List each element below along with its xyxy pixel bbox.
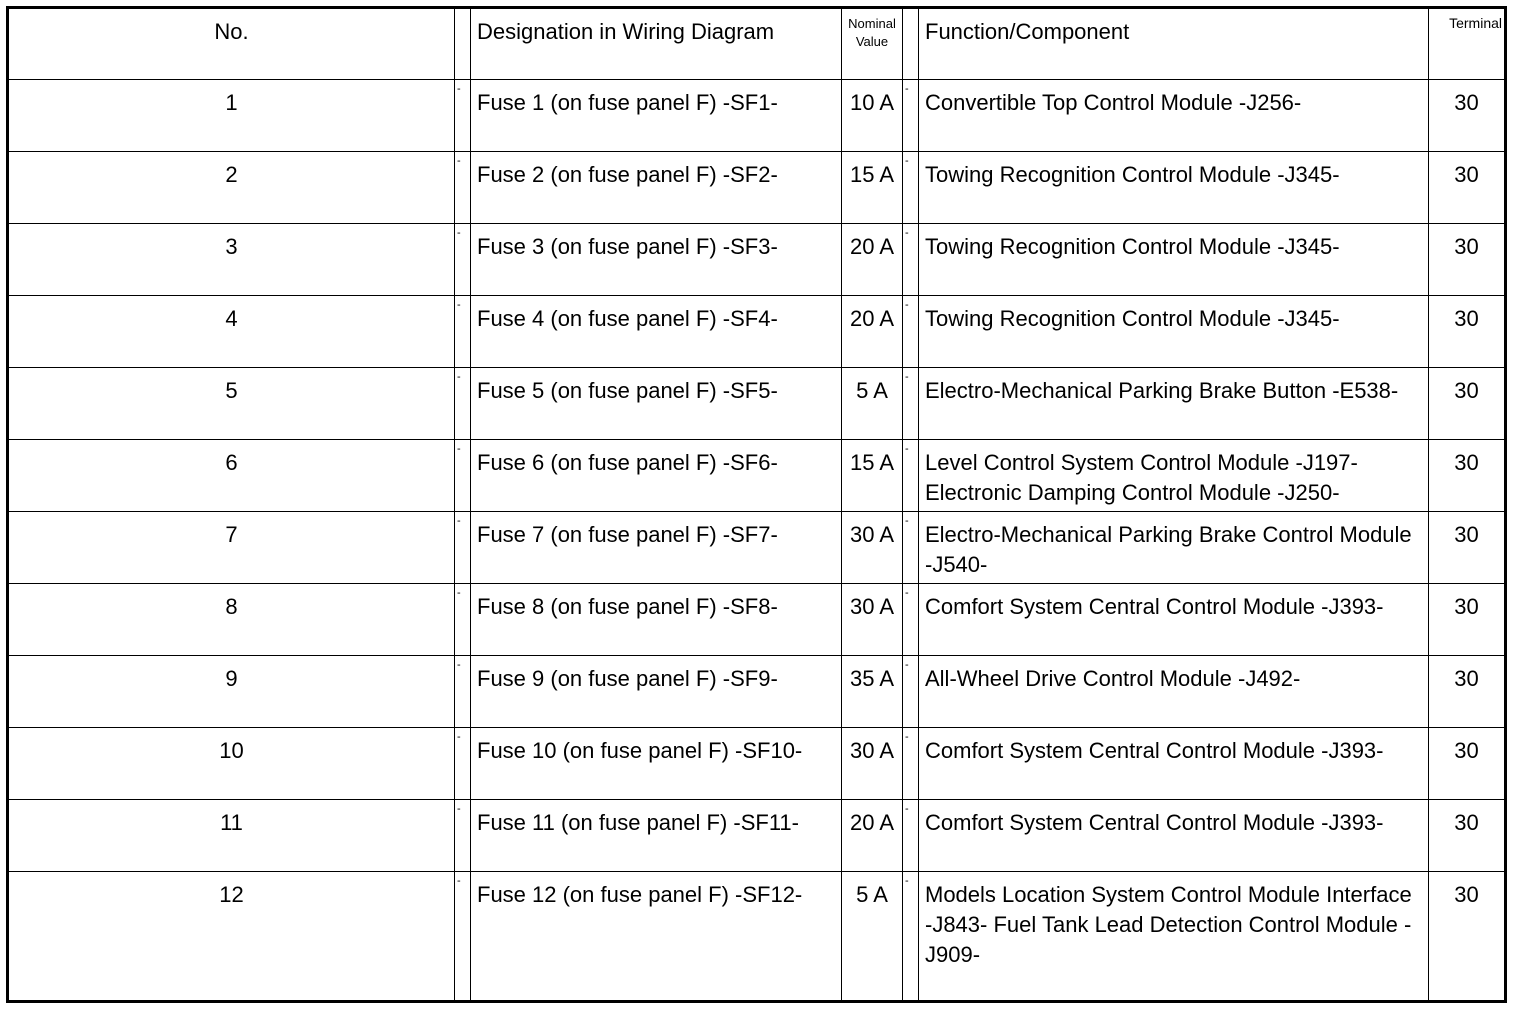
- spacer-mark: -: [905, 659, 909, 671]
- cell-terminal-text: 30: [1454, 882, 1479, 907]
- cell-no: [8, 656, 455, 728]
- cell-function: [919, 296, 1429, 368]
- cell-no: [8, 800, 455, 872]
- cell-terminal-text: 30: [1454, 234, 1479, 259]
- cell-nominal-value-text: 30 A: [849, 522, 895, 547]
- cell-nominal-value-text: 20 A: [849, 234, 895, 259]
- cell-function-text: Models Location System Control Module Interface -J843- Fuel Tank Lead Detection Control Module -J909-: [925, 882, 1412, 967]
- cell-terminal-text: 30: [1454, 306, 1479, 331]
- spacer-cell: [455, 80, 471, 152]
- cell-terminal: [1429, 152, 1506, 224]
- table-row: [8, 656, 1506, 728]
- cell-terminal: [1429, 728, 1506, 800]
- table-row: [8, 512, 1506, 584]
- cell-function-text: Towing Recognition Control Module -J345-: [925, 234, 1340, 259]
- spacer-mark: -: [457, 731, 461, 743]
- spacer-cell: [455, 872, 471, 1002]
- spacer-cell: [903, 872, 919, 1002]
- cell-no-text: 11: [220, 810, 243, 835]
- cell-function-text: Electro-Mechanical Parking Brake Control Module -J540-: [925, 522, 1412, 577]
- cell-no: [8, 440, 455, 512]
- table-row: [8, 800, 1506, 872]
- cell-nominal-value-text: 20 A: [849, 810, 895, 835]
- cell-nominal-value-text: 15 A: [849, 450, 895, 475]
- table-row: [8, 296, 1506, 368]
- spacer-mark: -: [905, 299, 909, 311]
- spacer-mark: -: [905, 587, 909, 599]
- spacer-cell: [903, 440, 919, 512]
- cell-no-text: 9: [225, 666, 238, 691]
- cell-terminal-text: 30: [1454, 162, 1479, 187]
- spacer-mark: -: [905, 515, 909, 527]
- cell-no-text: 2: [225, 162, 238, 187]
- cell-nominal-value: [842, 728, 903, 800]
- cell-no-text: 5: [225, 378, 238, 403]
- cell-terminal: [1429, 80, 1506, 152]
- cell-no: [8, 728, 455, 800]
- cell-nominal-value-text: 20 A: [849, 306, 895, 331]
- cell-function-text: Comfort System Central Control Module -J393-: [925, 810, 1384, 835]
- cell-nominal-value: [842, 584, 903, 656]
- spacer-mark: -: [457, 515, 461, 527]
- spacer-mark: -: [905, 731, 909, 743]
- spacer-cell: [455, 728, 471, 800]
- spacer-cell: [455, 800, 471, 872]
- cell-designation-text: Fuse 10 (on fuse panel F) -SF10-: [477, 738, 803, 763]
- spacer-mark: -: [457, 659, 461, 671]
- cell-nominal-value: [842, 152, 903, 224]
- header-function: Function/Component: [919, 8, 1429, 80]
- spacer-cell: [455, 224, 471, 296]
- spacer-mark: -: [457, 443, 461, 455]
- spacer-mark: -: [457, 227, 461, 239]
- spacer-mark: -: [457, 587, 461, 599]
- cell-designation-text: Fuse 1 (on fuse panel F) -SF1-: [477, 90, 778, 115]
- cell-no-text: 12: [219, 882, 244, 907]
- cell-no: [8, 872, 455, 1002]
- cell-terminal: [1429, 584, 1506, 656]
- header-nominal-value: Nominal Value: [842, 8, 903, 80]
- header-no: No.: [8, 8, 455, 80]
- cell-function: [919, 728, 1429, 800]
- spacer-cell: [903, 728, 919, 800]
- cell-function: [919, 152, 1429, 224]
- cell-no: [8, 152, 455, 224]
- table-row: [8, 872, 1506, 1002]
- cell-nominal-value: [842, 872, 903, 1002]
- cell-nominal-value: [842, 224, 903, 296]
- cell-terminal-text: 30: [1454, 738, 1479, 763]
- spacer-cell: [903, 584, 919, 656]
- spacer-cell: [455, 584, 471, 656]
- header-row: [8, 8, 1506, 80]
- cell-designation: [471, 80, 842, 152]
- cell-terminal: [1429, 872, 1506, 1002]
- cell-designation-text: Fuse 2 (on fuse panel F) -SF2-: [477, 162, 778, 187]
- cell-designation: [471, 224, 842, 296]
- cell-nominal-value: [842, 80, 903, 152]
- cell-designation: [471, 368, 842, 440]
- cell-designation-text: Fuse 3 (on fuse panel F) -SF3-: [477, 234, 778, 259]
- spacer-cell: [455, 440, 471, 512]
- cell-no: [8, 512, 455, 584]
- cell-designation: [471, 296, 842, 368]
- spacer-cell: [903, 224, 919, 296]
- cell-designation: [471, 800, 842, 872]
- header-spacer: [455, 8, 471, 80]
- cell-no-text: 1: [225, 90, 238, 115]
- cell-designation-text: Fuse 5 (on fuse panel F) -SF5-: [477, 378, 778, 403]
- cell-function: [919, 800, 1429, 872]
- spacer-cell: [455, 512, 471, 584]
- table-row: [8, 584, 1506, 656]
- cell-nominal-value-text: 5 A: [856, 882, 888, 907]
- spacer-cell: [903, 656, 919, 728]
- cell-nominal-value: [842, 440, 903, 512]
- cell-terminal: [1429, 368, 1506, 440]
- header-terminal: Terminal: [1429, 8, 1506, 80]
- cell-function: [919, 224, 1429, 296]
- cell-function-text: Convertible Top Control Module -J256-: [925, 90, 1302, 115]
- cell-terminal-text: 30: [1454, 522, 1479, 547]
- cell-terminal-text: 30: [1454, 450, 1479, 475]
- cell-no: [8, 296, 455, 368]
- cell-function-text: All-Wheel Drive Control Module -J492-: [925, 666, 1301, 691]
- cell-terminal-text: 30: [1454, 810, 1479, 835]
- cell-no: [8, 584, 455, 656]
- cell-terminal-text: 30: [1454, 90, 1479, 115]
- cell-function: [919, 656, 1429, 728]
- cell-designation-text: Fuse 8 (on fuse panel F) -SF8-: [477, 594, 778, 619]
- spacer-mark: -: [457, 83, 461, 95]
- spacer-mark: -: [905, 83, 909, 95]
- cell-designation-text: Fuse 4 (on fuse panel F) -SF4-: [477, 306, 778, 331]
- cell-terminal-text: 30: [1454, 666, 1479, 691]
- table-row: [8, 368, 1506, 440]
- spacer-mark: -: [457, 155, 461, 167]
- spacer-mark: -: [457, 803, 461, 815]
- header-designation: Designation in Wiring Diagram: [471, 8, 842, 80]
- cell-nominal-value: [842, 656, 903, 728]
- cell-nominal-value-text: 10 A: [849, 90, 895, 115]
- cell-function: [919, 584, 1429, 656]
- cell-terminal: [1429, 800, 1506, 872]
- spacer-mark: -: [905, 875, 909, 887]
- cell-designation: [471, 152, 842, 224]
- table-row: [8, 224, 1506, 296]
- cell-nominal-value-text: 30 A: [849, 738, 895, 763]
- spacer-cell: [903, 368, 919, 440]
- cell-designation-text: Fuse 12 (on fuse panel F) -SF12-: [477, 882, 803, 907]
- cell-designation-text: Fuse 6 (on fuse panel F) -SF6-: [477, 450, 778, 475]
- cell-nominal-value: [842, 800, 903, 872]
- spacer-cell: [903, 296, 919, 368]
- table-row: [8, 440, 1506, 512]
- cell-no: [8, 80, 455, 152]
- cell-function: [919, 440, 1429, 512]
- cell-designation: [471, 728, 842, 800]
- spacer-cell: [455, 656, 471, 728]
- spacer-cell: [903, 152, 919, 224]
- cell-designation: [471, 584, 842, 656]
- spacer-cell: [455, 368, 471, 440]
- cell-function-text: Level Control System Control Module -J197- Electronic Damping Control Module -J250-: [925, 450, 1358, 505]
- cell-terminal: [1429, 440, 1506, 512]
- spacer-mark: -: [905, 371, 909, 383]
- spacer-mark: -: [905, 155, 909, 167]
- cell-function: [919, 368, 1429, 440]
- spacer-mark: -: [905, 227, 909, 239]
- cell-function-text: Electro-Mechanical Parking Brake Button -E538-: [925, 378, 1399, 403]
- cell-nominal-value-text: 35 A: [849, 666, 895, 691]
- cell-no-text: 3: [225, 234, 238, 259]
- cell-function-text: Towing Recognition Control Module -J345-: [925, 162, 1340, 187]
- spacer-mark: -: [457, 299, 461, 311]
- cell-designation-text: Fuse 7 (on fuse panel F) -SF7-: [477, 522, 778, 547]
- cell-nominal-value-text: 5 A: [856, 378, 888, 403]
- table-row: [8, 728, 1506, 800]
- spacer-cell: [903, 800, 919, 872]
- spacer-mark: -: [905, 443, 909, 455]
- cell-function-text: Comfort System Central Control Module -J393-: [925, 738, 1384, 763]
- cell-function: [919, 872, 1429, 1002]
- table-row: [8, 80, 1506, 152]
- cell-no-text: 10: [219, 738, 244, 763]
- spacer-cell: [903, 512, 919, 584]
- cell-no: [8, 224, 455, 296]
- cell-designation: [471, 872, 842, 1002]
- spacer-cell: [455, 296, 471, 368]
- cell-no-text: 4: [225, 306, 238, 331]
- cell-terminal: [1429, 656, 1506, 728]
- spacer-mark: -: [905, 803, 909, 815]
- cell-no-text: 8: [225, 594, 238, 619]
- cell-nominal-value: [842, 368, 903, 440]
- cell-function-text: Comfort System Central Control Module -J393-: [925, 594, 1384, 619]
- cell-terminal: [1429, 224, 1506, 296]
- cell-designation: [471, 440, 842, 512]
- cell-no-text: 7: [225, 522, 238, 547]
- cell-terminal: [1429, 296, 1506, 368]
- spacer-cell: [455, 152, 471, 224]
- cell-nominal-value: [842, 512, 903, 584]
- cell-terminal-text: 30: [1454, 378, 1479, 403]
- cell-designation-text: Fuse 11 (on fuse panel F) -SF11-: [477, 810, 799, 835]
- spacer-mark: -: [457, 371, 461, 383]
- cell-designation: [471, 656, 842, 728]
- header-spacer: [903, 8, 919, 80]
- cell-no: [8, 368, 455, 440]
- cell-no-text: 6: [225, 450, 238, 475]
- cell-nominal-value-text: 30 A: [849, 594, 895, 619]
- cell-terminal: [1429, 512, 1506, 584]
- cell-nominal-value-text: 15 A: [849, 162, 895, 187]
- fuse-table: [6, 6, 1507, 1003]
- cell-nominal-value: [842, 296, 903, 368]
- table-row: [8, 152, 1506, 224]
- spacer-mark: -: [457, 875, 461, 887]
- cell-designation: [471, 512, 842, 584]
- cell-function: [919, 512, 1429, 584]
- cell-designation-text: Fuse 9 (on fuse panel F) -SF9-: [477, 666, 778, 691]
- cell-function: [919, 80, 1429, 152]
- spacer-cell: [903, 80, 919, 152]
- cell-terminal-text: 30: [1454, 594, 1479, 619]
- cell-function-text: Towing Recognition Control Module -J345-: [925, 306, 1340, 331]
